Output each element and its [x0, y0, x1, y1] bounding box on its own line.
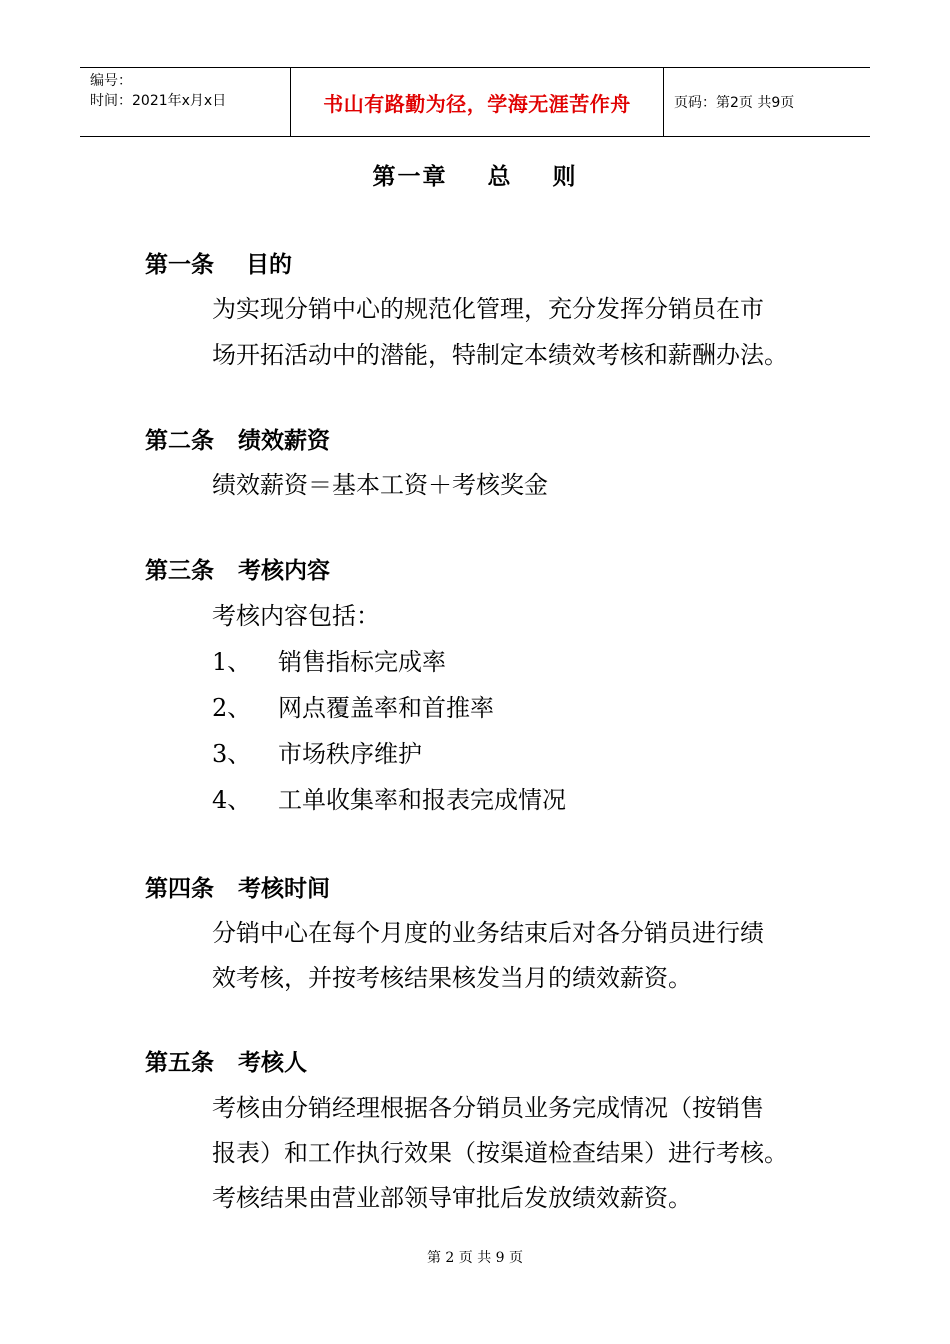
article-5-line-3: 考核结果由营业部领导审批后发放绩效薪资。 [212, 1184, 692, 1212]
code-label: 编号： [90, 73, 132, 89]
header-meta [80, 68, 291, 136]
article-4-line-1: 分销中心在每个月度的业务结束后对各分销员进行绩 [212, 919, 764, 947]
article-4-line-2: 效考核，并按考核结果核发当月的绩效薪资。 [212, 964, 692, 992]
article-5-line-1: 考核由分销经理根据各分销员业务完成情况（按销售 [212, 1094, 764, 1122]
time-label: 时间：2021年x月x日 [90, 93, 227, 109]
list-item-text: 市场秩序维护 [278, 740, 422, 768]
list-item-number: 3、 [212, 740, 252, 768]
list-item-number: 4、 [212, 786, 252, 814]
list-item-text: 网点覆盖率和首推率 [278, 694, 494, 722]
page-footer: 第 2 页 共 9 页 [426, 1250, 524, 1266]
list-item [212, 688, 494, 723]
list-item-number: 1、 [212, 648, 252, 676]
header-page-info: 页码：第2页 共9页 [674, 95, 795, 111]
list-item [212, 734, 422, 769]
article-1-line-2: 场开拓活动中的潜能，特制定本绩效考核和薪酬办法。 [212, 341, 788, 369]
list-item-number: 2、 [212, 694, 252, 722]
article-5-title: 第五条 考核人 [145, 1050, 308, 1076]
article-3-line-1: 考核内容包括： [212, 602, 380, 630]
chapter-title: 第一章 总 则 [372, 164, 578, 190]
article-5-line-2: 报表）和工作执行效果（按渠道检查结果）进行考核。 [212, 1139, 788, 1167]
article-4-title: 第四条 考核时间 [145, 876, 331, 902]
list-item [212, 780, 566, 815]
article-2-line-1: 绩效薪资＝基本工资＋考核奖金 [212, 471, 548, 499]
article-1-title: 第一条 目的 [145, 252, 293, 278]
article-3-title: 第三条 考核内容 [145, 558, 331, 584]
list-item-text: 销售指标完成率 [278, 648, 446, 676]
article-1-line-1: 为实现分销中心的规范化管理，充分发挥分销员在市 [212, 295, 764, 323]
header-slogan: 书山有路勤为径，学海无涯苦作舟 [291, 68, 664, 136]
page-header [80, 67, 870, 137]
list-item [212, 642, 446, 677]
article-2-title: 第二条 绩效薪资 [145, 428, 331, 454]
list-item-text: 工单收集率和报表完成情况 [278, 786, 566, 814]
